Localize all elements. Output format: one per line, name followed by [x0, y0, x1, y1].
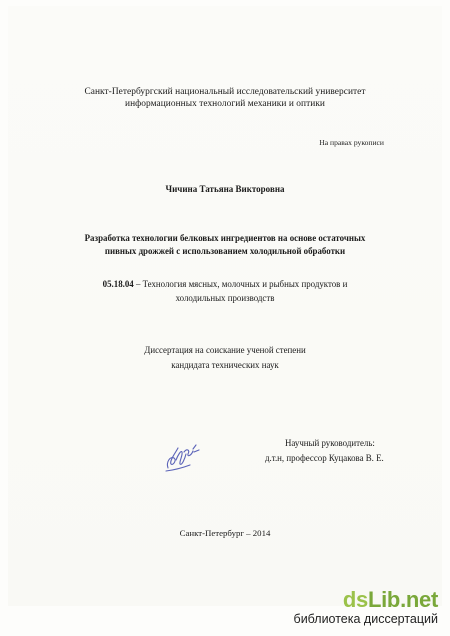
degree-line-2: кандидата технических наук	[171, 359, 279, 370]
dslib-logo-part-1: ds	[342, 587, 368, 612]
degree-line-1: Диссертация на соискание ученой степени	[144, 345, 306, 355]
specialty-code: 05.18.04	[102, 279, 134, 289]
dslib-caption: библиотека диссертаций	[293, 612, 438, 626]
specialty-name-part-2: холодильных производств	[175, 293, 275, 303]
supervisor-label: Научный руководитель:	[285, 438, 375, 448]
degree-statement	[0, 343, 450, 372]
dslib-watermark	[294, 588, 438, 626]
specialty	[0, 277, 450, 305]
title-line-2: пивных дрожжей с использованием холодильной обработки	[104, 245, 346, 256]
specialty-name-part-1: – Технология мясных, молочных и рыбных продуктов и	[133, 279, 348, 289]
university-line-1: Санкт-Петербургский национальный исследовательский университет	[84, 87, 366, 97]
handwritten-signature	[160, 438, 210, 476]
specialty-line-1	[0, 277, 450, 291]
author-name: Чичина Татьяна Викторовна	[165, 184, 285, 194]
university-name	[0, 86, 450, 110]
dslib-logo	[294, 588, 438, 612]
title-line-1: Разработка технологии белковых ингредиентов на основе остаточных	[84, 233, 366, 243]
dslib-logo-part-2: Lib.net	[367, 587, 438, 612]
university-line-2: информационных технологий механики и оптики	[125, 99, 325, 109]
supervisor-block	[265, 436, 384, 466]
city-year: Санкт-Петербург – 2014	[179, 528, 271, 538]
supervisor-name: д.т.н, профессор Куцакова В. Е.	[265, 453, 384, 463]
dissertation-title	[0, 232, 450, 257]
manuscript-rights-note: На правах рукописи	[319, 138, 384, 147]
